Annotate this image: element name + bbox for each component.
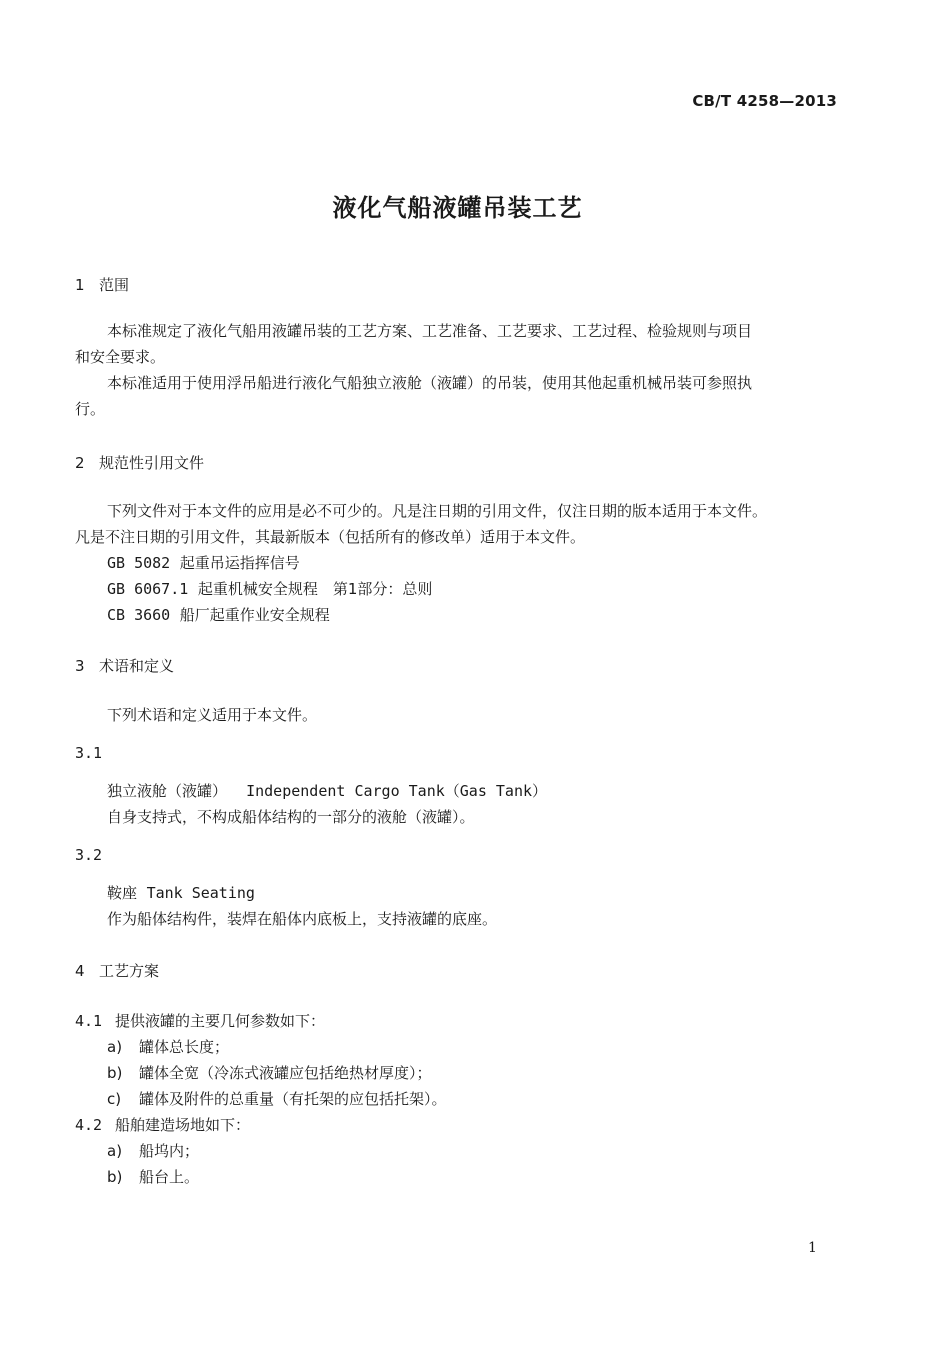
section-2-heading [75,452,204,473]
clause-4-1 [75,1008,325,1034]
s1-paragraph-1-line-2: 和安全要求。 [75,348,166,366]
list-letter: a) [107,1038,123,1056]
term-definition: 作为船体结构件，装焊在船体内底板上，支持液罐的底座。 [107,910,498,928]
clause-4-2 [75,1112,250,1138]
list-text: 罐体总长度； [139,1038,230,1056]
section-number: 1 [75,276,85,294]
section-title: 规范性引用文件 [99,454,205,472]
term-english: Tank Seating [146,884,255,902]
page-number: 1 [808,1240,817,1256]
clause-number: 4.2 [75,1116,103,1134]
section-number: 2 [75,454,85,472]
term-number: 3.1 [75,744,103,762]
s1-paragraph-2-line-1: 本标准适用于使用浮吊船进行液化气船独立液舱（液罐）的吊装，使用其他起重机械吊装可参照执 [107,374,753,392]
list-text: 罐体及附件的总重量（有托架的应包括托架）。 [139,1090,447,1108]
list-letter: b) [107,1168,123,1186]
term-chinese: 鞍座 [107,884,138,902]
document-title: 液化气船液罐吊装工艺 [332,194,583,222]
reference-code: CB 3660 [107,606,171,624]
reference-code: GB 5082 [107,554,171,572]
clause-text: 船舶建造场地如下： [115,1116,251,1134]
section-title: 术语和定义 [99,657,175,675]
list-item [107,1034,229,1060]
section-1-heading [75,274,129,295]
term-chinese: 独立液舱（液罐） [107,782,228,800]
reference-title: 船厂起重作业安全规程 [179,606,330,624]
list-text: 罐体全宽（冷冻式液罐应包括绝热材厚度）； [139,1064,432,1082]
clause-number: 4.1 [75,1012,103,1030]
reference-item [107,576,432,602]
section-title: 工艺方案 [99,962,160,980]
term-title [107,778,547,804]
list-item [107,1060,432,1086]
section-3-heading [75,655,174,676]
reference-code: GB 6067.1 [107,580,189,598]
clause-text: 提供液罐的主要几何参数如下： [115,1012,326,1030]
list-text: 船台上。 [139,1168,200,1186]
list-item [107,1138,199,1164]
section-4-heading [75,960,159,981]
s2-paragraph-line-2: 凡是不注日期的引用文件，其最新版本（包括所有的修改单）适用于本文件。 [75,528,586,546]
term-definition: 自身支持式，不构成船体结构的一部分的液舱（液罐）。 [107,808,475,826]
term-english: Independent Cargo Tank（Gas Tank） [246,782,548,800]
section-number: 4 [75,962,85,980]
list-text: 船坞内； [139,1142,200,1160]
s3-intro: 下列术语和定义适用于本文件。 [107,706,318,724]
s2-paragraph-line-1: 下列文件对于本文件的应用是必不可少的。凡是注日期的引用文件，仅注日期的版本适用于本文件。 [107,502,768,520]
s1-paragraph-2-line-2: 行。 [75,400,106,418]
list-item [107,1086,447,1112]
reference-item [107,602,330,628]
list-letter: c) [107,1090,122,1108]
reference-title: 起重机械安全规程 第1部分：总则 [197,580,433,598]
standard-code: CB/T 4258—2013 [692,92,837,110]
section-title: 范围 [99,276,130,294]
term-number: 3.2 [75,846,103,864]
term-title [107,880,255,906]
list-letter: a) [107,1142,123,1160]
s1-paragraph-1-line-1: 本标准规定了液化气船用液罐吊装的工艺方案、工艺准备、工艺要求、工艺过程、检验规则与项目 [107,322,753,340]
list-item [107,1164,199,1190]
reference-title: 起重吊运指挥信号 [179,554,300,572]
section-number: 3 [75,657,85,675]
list-letter: b) [107,1064,123,1082]
reference-item [107,550,300,576]
